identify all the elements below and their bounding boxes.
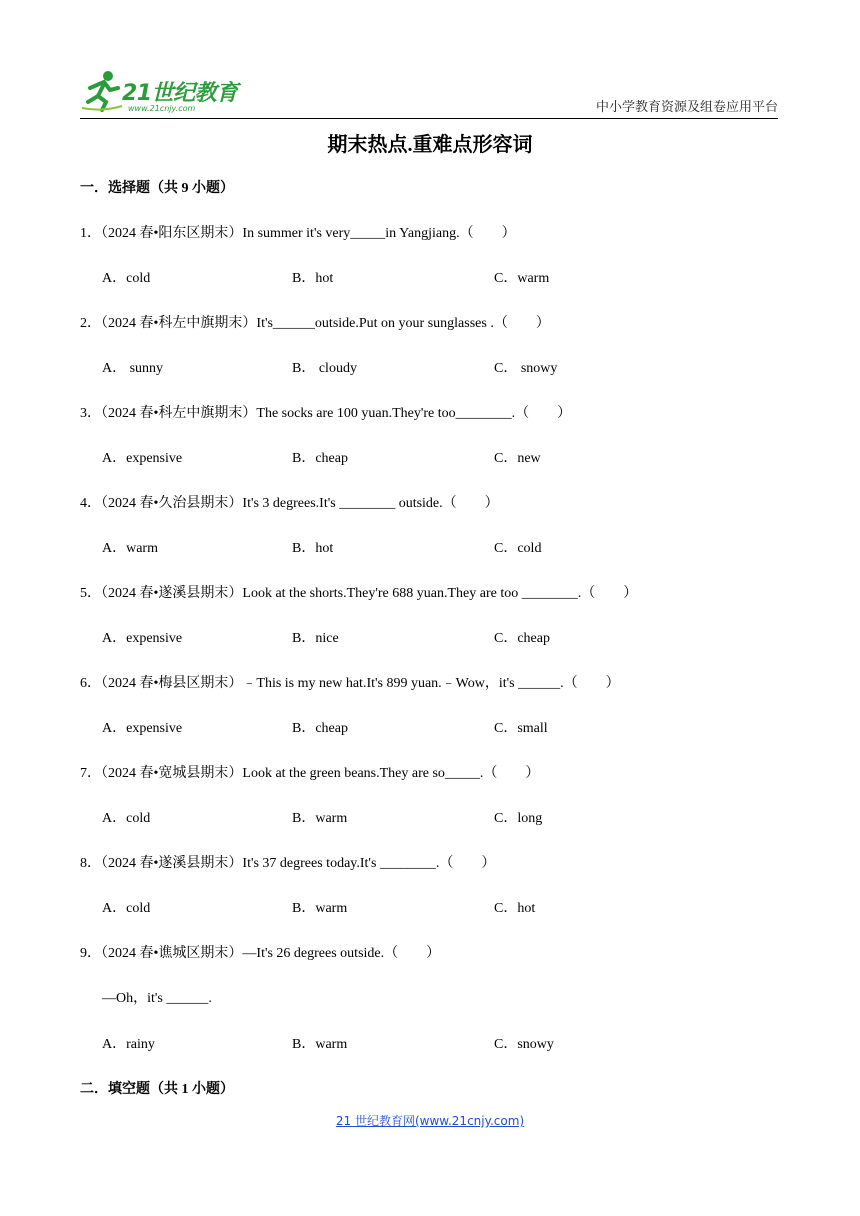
option-c[interactable]: C．long	[494, 811, 543, 826]
question-stem: 3．（2024 春•科左中旗期末）The socks are 100 yuan.They're too________.（ ）	[80, 406, 572, 421]
option-c[interactable]: C．cheap	[494, 631, 550, 646]
option-b[interactable]: B．cheap	[292, 721, 348, 736]
option-b[interactable]: B．nice	[292, 631, 339, 646]
option-b[interactable]: B．cheap	[292, 451, 348, 466]
option-a[interactable]: A． sunny	[102, 361, 164, 376]
option-c[interactable]: C．snowy	[494, 1037, 554, 1052]
option-a[interactable]: A．cold	[102, 271, 151, 286]
question-dialogue-line: —Oh，it's ______.	[102, 991, 212, 1006]
page-footer	[0, 1112, 860, 1129]
option-c[interactable]: C．small	[494, 721, 548, 736]
option-c[interactable]: C．cold	[494, 541, 542, 556]
option-b[interactable]: B． cloudy	[292, 361, 357, 376]
option-a[interactable]: A．rainy	[102, 1037, 155, 1052]
option-c[interactable]: C． snowy	[494, 361, 558, 376]
option-b[interactable]: B．warm	[292, 901, 348, 916]
question-stem: 8．（2024 春•遂溪县期末）It's 37 degrees today.It's ________.（ ）	[80, 856, 496, 871]
logo-url: www.21cnjy.com	[128, 104, 196, 113]
option-a[interactable]: A．expensive	[102, 631, 183, 646]
page-title: 期末热点.重难点形容词	[327, 134, 533, 156]
logo-text: 21世纪教育	[122, 81, 238, 106]
question-stem: 5．（2024 春•遂溪县期末）Look at the shorts.They're 688 yuan.They are too ________.（ ）	[80, 586, 638, 601]
site-logo	[80, 68, 250, 116]
option-c[interactable]: C．hot	[494, 901, 536, 916]
question-stem: 1．（2024 春•阳东区期末）In summer it's very_____in Yangjiang.（ ）	[80, 226, 516, 241]
platform-name: 中小学教育资源及组卷应用平台	[595, 100, 778, 115]
option-b[interactable]: B．hot	[292, 271, 334, 286]
option-c[interactable]: C．new	[494, 451, 541, 466]
section-heading-fill-in: 二．填空题（共 1 小题）	[80, 1082, 234, 1097]
option-b[interactable]: B．hot	[292, 541, 334, 556]
option-a[interactable]: A．cold	[102, 811, 151, 826]
option-a[interactable]: A．warm	[102, 541, 158, 556]
option-a[interactable]: A．expensive	[102, 451, 183, 466]
option-b[interactable]: B．warm	[292, 811, 348, 826]
option-a[interactable]: A．cold	[102, 901, 151, 916]
runner-logo-icon	[80, 68, 124, 112]
footer-link[interactable]: 21 世纪教育网(www.21cnjy.com)	[335, 1114, 525, 1128]
question-stem: 7．（2024 春•宽城县期末）Look at the green beans.They are so_____.（ ）	[80, 766, 540, 781]
option-a[interactable]: A．expensive	[102, 721, 183, 736]
header-divider	[80, 118, 778, 119]
page-header	[80, 66, 778, 118]
question-stem: 6．（2024 春•梅县区期末）﹣This is my new hat.It's 899 yuan.﹣Wow，it's ______.（ ）	[80, 676, 620, 691]
option-b[interactable]: B．warm	[292, 1037, 348, 1052]
option-c[interactable]: C．warm	[494, 271, 550, 286]
section-heading-choice: 一．选择题（共 9 小题）	[80, 181, 234, 196]
question-stem: 9．（2024 春•谯城区期末）—It's 26 degrees outside.（ ）	[80, 946, 441, 961]
question-stem: 4．（2024 春•久治县期末）It's 3 degrees.It's ________ outside.（ ）	[80, 496, 499, 511]
question-stem: 2．（2024 春•科左中旗期末）It's______outside.Put on your sunglasses .（ ）	[80, 316, 550, 331]
